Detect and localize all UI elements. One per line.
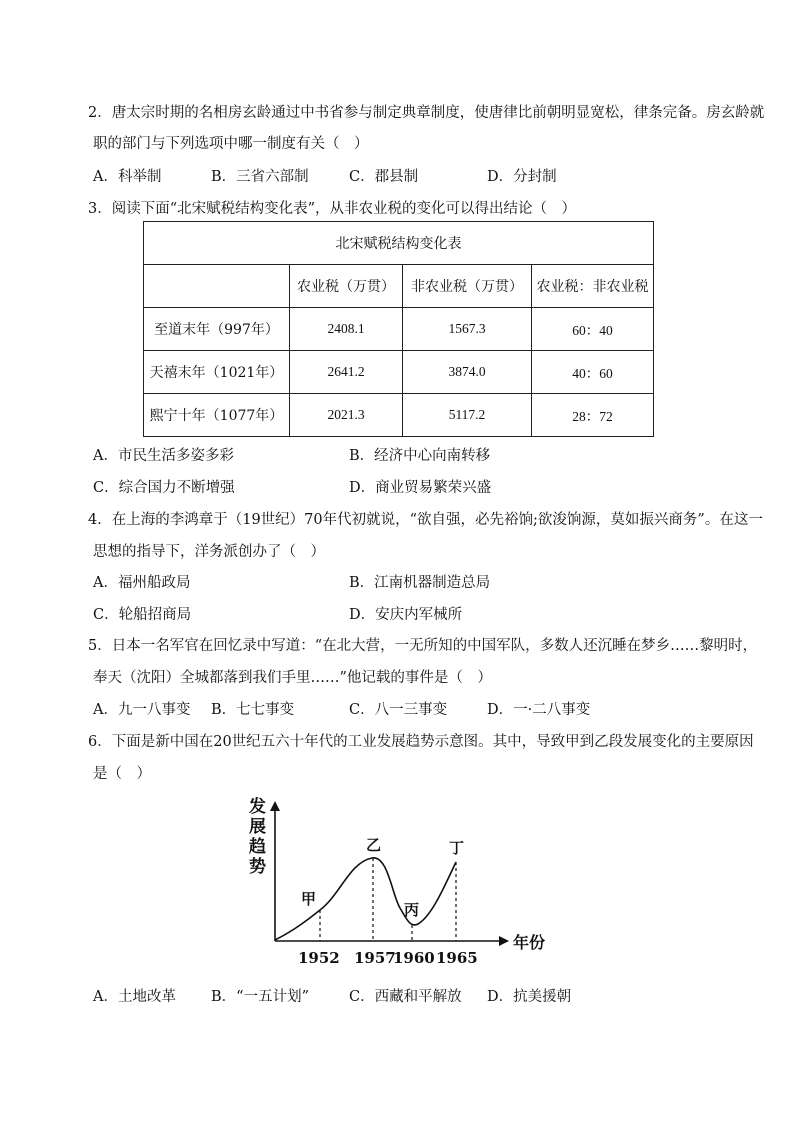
point-label-ding: 丁 [449,839,465,857]
point-label-bing: 丙 [404,901,420,919]
q4-option-b[interactable]: B．江南机器制造总局 [349,575,491,591]
table-cell-agri: 2021.3 [290,394,403,437]
x-tick-1957: 1957 [354,949,396,967]
q5-number: 5． [88,638,112,654]
q3-option-d[interactable]: D．商业贸易繁荣兴盛 [349,480,492,496]
q6-number: 6． [88,734,112,750]
q3-option-b[interactable]: B．经济中心向南转移 [349,448,491,464]
table-cell-ratio: 28：72 [532,394,654,437]
table-header-ratio: 农业税：非农业税 [532,265,654,308]
table-cell-period: 天禧末年（1021年） [144,351,290,394]
q6-option-c[interactable]: C．西藏和平解放 [349,989,462,1005]
y-axis-label-char: 趋 [249,837,266,857]
x-tick-1952: 1952 [298,949,340,967]
q4-option-d[interactable]: D．安庆内军械所 [349,607,463,623]
point-label-jia: 甲 [301,890,317,908]
q4-text-2: 思想的指导下，洋务派创办了（ ） [93,544,325,560]
q4-option-a[interactable]: A．福州船政局 [93,575,191,591]
table-cell-period: 至道末年（997年） [144,308,290,351]
q2-option-a[interactable]: A．科举制 [93,169,162,185]
q5-option-c[interactable]: C．八一三事变 [349,702,448,718]
q6-text-1: 下面是新中国在20世纪五六十年代的工业发展趋势示意图。其中，导致甲到乙段发展变化的主要原因 [111,734,754,750]
q4-option-c[interactable]: C．轮船招商局 [93,607,192,623]
table-cell-nonagri: 3874.0 [403,351,532,394]
q5-option-a[interactable]: A．九一八事变 [93,702,191,718]
table-title: 北宋赋税结构变化表 [144,222,654,265]
table-cell-period: 熙宁十年（1077年） [144,394,290,437]
y-axis-label-char: 发 [249,797,266,817]
q2-text-2: 职的部门与下列选项中哪一制度有关（ ） [93,136,369,152]
q3-number: 3． [88,201,112,217]
q2-option-b[interactable]: B．三省六部制 [211,169,309,185]
q4-number: 4． [88,512,112,528]
table-cell-nonagri: 5117.2 [403,394,532,437]
y-axis-label-char: 势 [249,857,266,877]
q2-number: 2． [88,105,112,121]
q2-option-d[interactable]: D．分封制 [487,169,557,185]
x-axis-label: 年份 [513,933,546,952]
q3-text-1: 阅读下面“北宋赋税结构变化表”，从非农业税的变化可以得出结论（ ） [111,201,577,217]
table-header-nonagri: 非农业税（万贯） [403,265,532,308]
q4-text-1: 在上海的李鸿章于（19世纪）70年代初就说，“欲自强，必先裕饷;欲浚饷源，莫如振兴商务”。在这一 [111,512,763,528]
q6-option-a[interactable]: A．土地改革 [93,989,176,1005]
q5-option-b[interactable]: B．七七事变 [211,702,295,718]
x-tick-1960: 1960 [393,949,435,967]
point-label-yi: 乙 [366,836,382,854]
q3-option-c[interactable]: C．综合国力不断增强 [93,480,235,496]
q2-option-c[interactable]: C．郡县制 [349,169,419,185]
q5-text-2: 奉天（沈阳）全城都落到我们手里……”他记载的事件是（ ） [93,670,492,686]
table-cell-ratio: 40：60 [532,351,654,394]
q2-text-1: 唐太宗时期的名相房玄龄通过中书省参与制定典章制度，使唐律比前朝明显宽松，律条完备。房玄龄就 [111,105,765,121]
table-cell-agri: 2641.2 [290,351,403,394]
q6-text-2: 是（ ） [93,766,151,782]
y-axis-label-char: 展 [249,817,266,837]
y-axis-label [248,796,266,877]
table-cell-agri: 2408.1 [290,308,403,351]
table-header-agri: 农业税（万贯） [290,265,403,308]
q3-option-a[interactable]: A．市民生活多姿多彩 [93,448,234,464]
table-cell-nonagri: 1567.3 [403,308,532,351]
q6-option-b[interactable]: B．“一五计划” [211,989,309,1005]
x-tick-1965: 1965 [436,949,478,967]
q5-option-d[interactable]: D．一·二八事变 [487,702,591,718]
q6-option-d[interactable]: D．抗美援朝 [487,989,572,1005]
table-cell-ratio: 60：40 [532,308,654,351]
q5-text-1: 日本一名军官在回忆录中写道：“在北大营，一无所知的中国军队，多数人还沉睡在梦乡……黎明时， [111,638,758,654]
